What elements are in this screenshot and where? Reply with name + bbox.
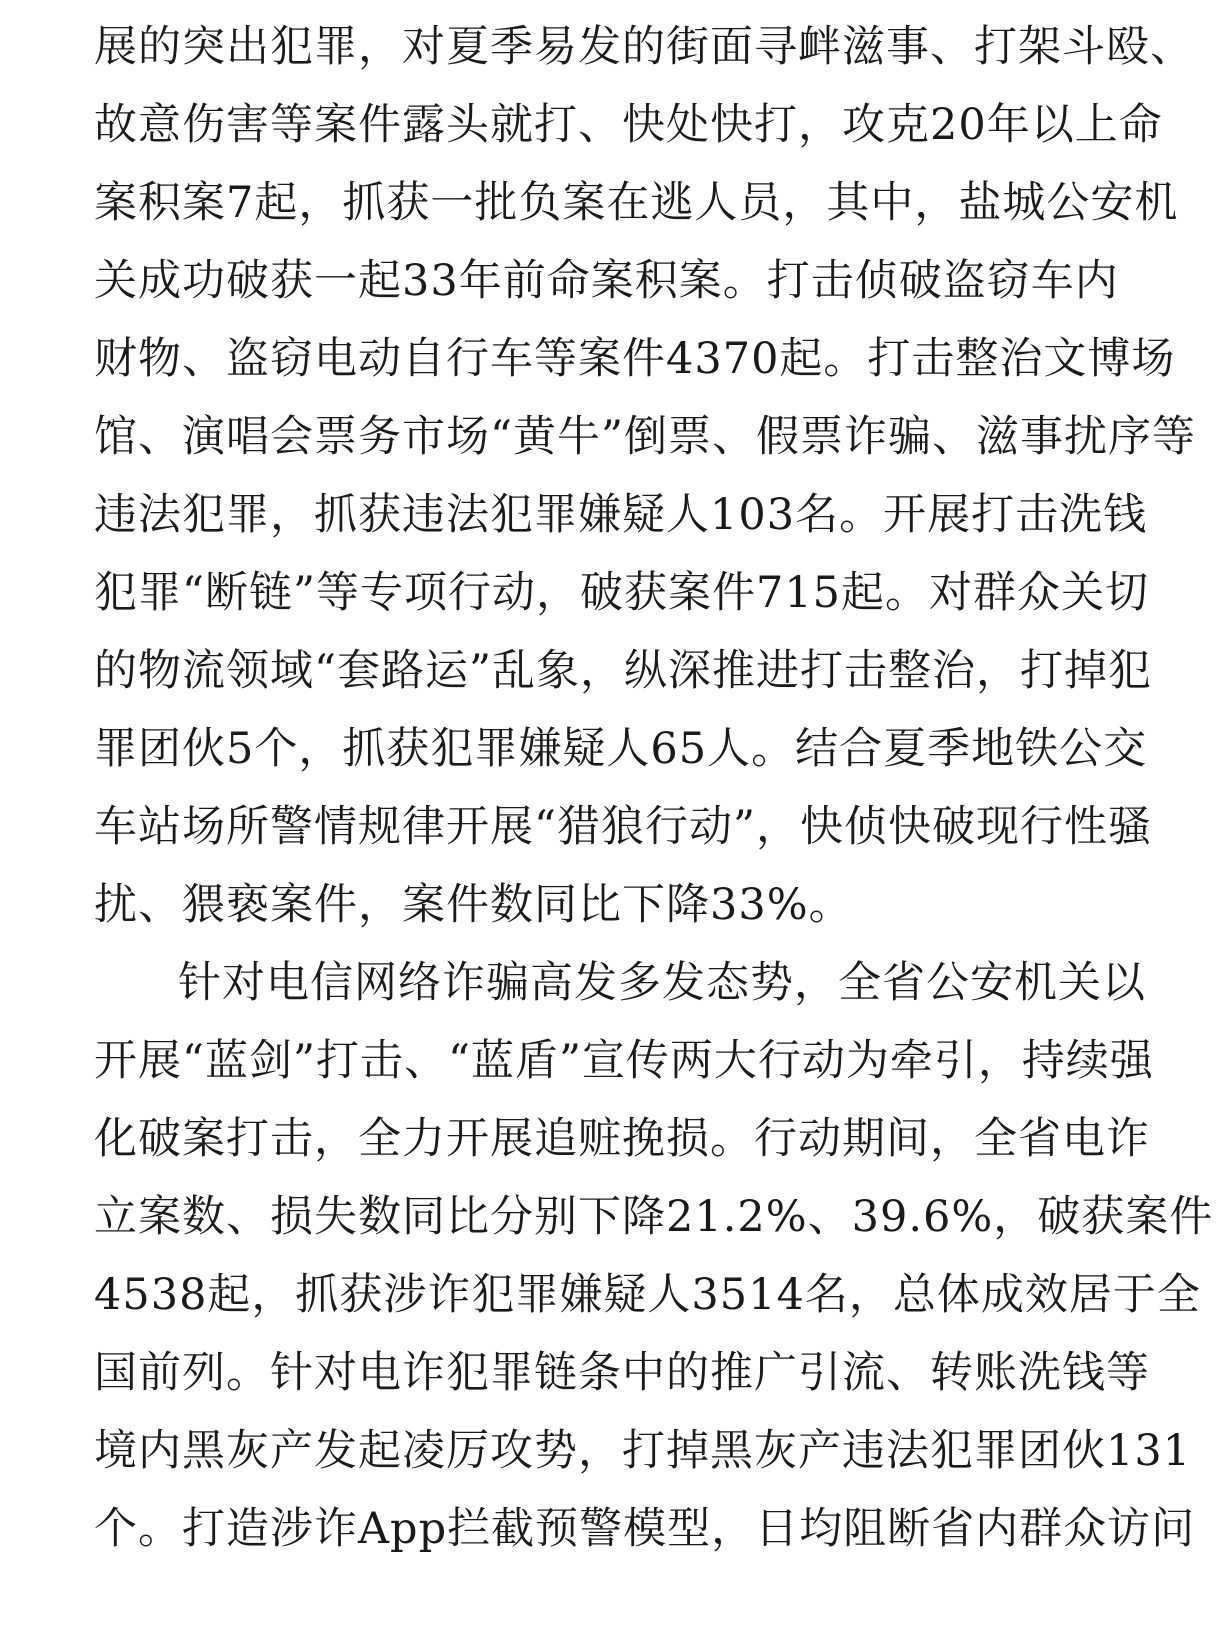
text-line: 违法犯罪，抓获违法犯罪嫌疑人103名。开展打击洗钱 <box>94 490 1148 540</box>
text-line: 个。打造涉诈App拦截预警模型，日均阻断省内群众访问 <box>94 1504 1196 1554</box>
text-line: 车站场所警情规律开展“猎狼行动”，快侦快破现行性骚 <box>94 802 1152 852</box>
text-line: 犯罪“断链”等专项行动，破获案件715起。对群众关切 <box>94 568 1150 618</box>
text-line: 的物流领域“套路运”乱象，纵深推进打击整治，打掉犯 <box>94 646 1152 696</box>
text-line: 4538起，抓获涉诈犯罪嫌疑人3514名，总体成效居于全 <box>94 1270 1201 1320</box>
text-line: 关成功破获一起33年前命案积案。打击侦破盗窃车内 <box>94 256 1119 306</box>
text-line: 案积案7起，抓获一批负案在逃人员，其中，盐城公安机 <box>94 178 1179 228</box>
text-line: 展的突出犯罪，对夏季易发的街面寻衅滋事、打架斗殴、 <box>94 22 1194 72</box>
text-line: 故意伤害等案件露头就打、快处快打，攻克20年以上命 <box>94 100 1163 150</box>
text-line: 国前列。针对电诈犯罪链条中的推广引流、转账洗钱等 <box>94 1348 1150 1398</box>
text-line: 罪团伙5个，抓获犯罪嫌疑人65人。结合夏季地铁公交 <box>94 724 1148 774</box>
text-line: 开展“蓝剑”打击、“蓝盾”宣传两大行动为牵引，持续强 <box>94 1036 1154 1086</box>
text-line: 化破案打击，全力开展追赃挽损。行动期间，全省电诈 <box>94 1114 1150 1164</box>
text-line: 针对电信网络诈骗高发多发态势，全省公安机关以 <box>178 958 1146 1008</box>
text-line: 立案数、损失数同比分别下降21.2%、39.6%，破获案件 <box>94 1192 1214 1242</box>
text-line: 境内黑灰产发起凌厉攻势，打掉黑灰产违法犯罪团伙131 <box>94 1426 1192 1476</box>
text-line: 财物、盗窃电动自行车等案件4370起。打击整治文博场 <box>94 334 1176 384</box>
text-line: 馆、演唱会票务市场“黄牛”倒票、假票诈骗、滋事扰序等 <box>94 412 1196 462</box>
text-line: 扰、猥亵案件，案件数同比下降33%。 <box>94 880 853 930</box>
